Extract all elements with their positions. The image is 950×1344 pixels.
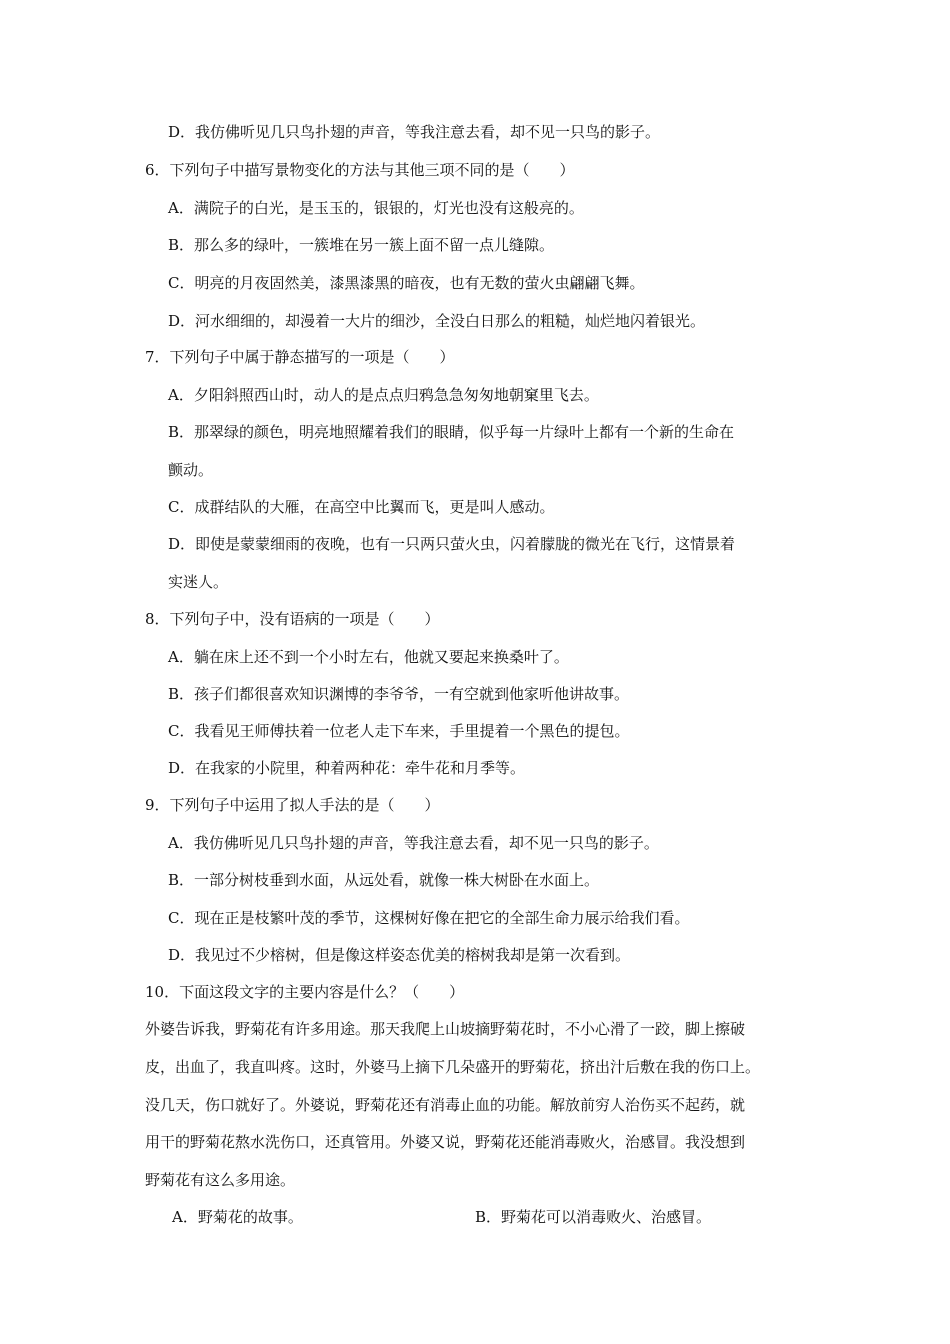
- q10-passage-line4: 用干的野菊花熬水洗伤口，还真管用。外婆又说，野菊花还能消毒败火，治感冒。我没想到: [145, 1133, 746, 1151]
- q10-stem: 10．下面这段文字的主要内容是什么？（ ）: [145, 983, 465, 1001]
- q6-option-b: B．那么多的绿叶，一簇堆在另一簇上面不留一点儿缝隙。: [168, 236, 555, 254]
- q7-option-d-line2: 实迷人。: [168, 573, 229, 591]
- q10-option-b: B．野菊花可以消毒败火、治感冒。: [475, 1208, 712, 1226]
- q10-option-a: A．野菊花的故事。: [172, 1208, 303, 1226]
- q9-option-a: A．我仿佛听见几只鸟扑翅的声音，等我注意去看，却不见一只鸟的影子。: [168, 834, 659, 852]
- q7-option-b-line2: 颤动。: [168, 461, 214, 479]
- q7-option-c: C．成群结队的大雁，在高空中比翼而飞，更是叫人感动。: [168, 498, 555, 516]
- q10-passage-line1: 外婆告诉我，野菊花有许多用途。那天我爬上山坡摘野菊花时，不小心滑了一跤，脚上擦破: [145, 1020, 746, 1038]
- q9-option-b: B．一部分树枝垂到水面，从远处看，就像一株大树卧在水面上。: [168, 871, 600, 889]
- q7-stem: 7．下列句子中属于静态描写的一项是（ ）: [145, 348, 455, 366]
- q9-option-c: C．现在正是枝繁叶茂的季节，这棵树好像在把它的全部生命力展示给我们看。: [168, 909, 690, 927]
- q10-passage-line5: 野菊花有这么多用途。: [145, 1171, 296, 1189]
- q6-option-a: A．满院子的白光，是玉玉的，银银的，灯光也没有这般亮的。: [168, 199, 584, 217]
- q8-option-b: B．孩子们都很喜欢知识渊博的李爷爷，一有空就到他家听他讲故事。: [168, 685, 630, 703]
- q6-option-d: D．河水细细的，却漫着一大片的细沙，全没白日那么的粗糙，灿烂地闪着银光。: [168, 312, 706, 330]
- q10-passage-line2: 皮，出血了，我直叫疼。这时，外婆马上摘下几朵盛开的野菊花，挤出汁后敷在我的伤口上。: [145, 1058, 761, 1076]
- q8-option-a: A．躺在床上还不到一个小时左右，他就又要起来换桑叶了。: [168, 648, 569, 666]
- q7-option-b-line1: B．那翠绿的颜色，明亮地照耀着我们的眼睛，似乎每一片绿叶上都有一个新的生命在: [168, 423, 735, 441]
- q8-option-d: D．在我家的小院里，种着两种花：牵牛花和月季等。: [168, 759, 526, 777]
- q7-option-a: A．夕阳斜照西山时，动人的是点点归鸦急急匆匆地朝窠里飞去。: [168, 386, 599, 404]
- q6-stem: 6．下列句子中描写景物变化的方法与其他三项不同的是（ ）: [145, 161, 575, 179]
- q8-option-c: C．我看见王师傅扶着一位老人走下车来，手里提着一个黑色的提包。: [168, 722, 630, 740]
- q6-option-c: C．明亮的月夜固然美，漆黑漆黑的暗夜，也有无数的萤火虫翩翩飞舞。: [168, 274, 645, 292]
- q9-stem: 9．下列句子中运用了拟人手法的是（ ）: [145, 796, 440, 814]
- q7-option-d-line1: D．即使是蒙蒙细雨的夜晚，也有一只两只萤火虫，闪着朦胧的微光在飞行，这情景着: [168, 535, 736, 553]
- q9-option-d: D．我见过不少榕树，但是像这样姿态优美的榕树我却是第一次看到。: [168, 946, 631, 964]
- q8-stem: 8．下列句子中，没有语病的一项是（ ）: [145, 610, 440, 628]
- q10-passage-line3: 没几天，伤口就好了。外婆说，野菊花还有消毒止血的功能。解放前穷人治伤买不起药，就: [145, 1096, 746, 1114]
- q5-option-d: D．我仿佛听见几只鸟扑翅的声音，等我注意去看，却不见一只鸟的影子。: [168, 123, 661, 141]
